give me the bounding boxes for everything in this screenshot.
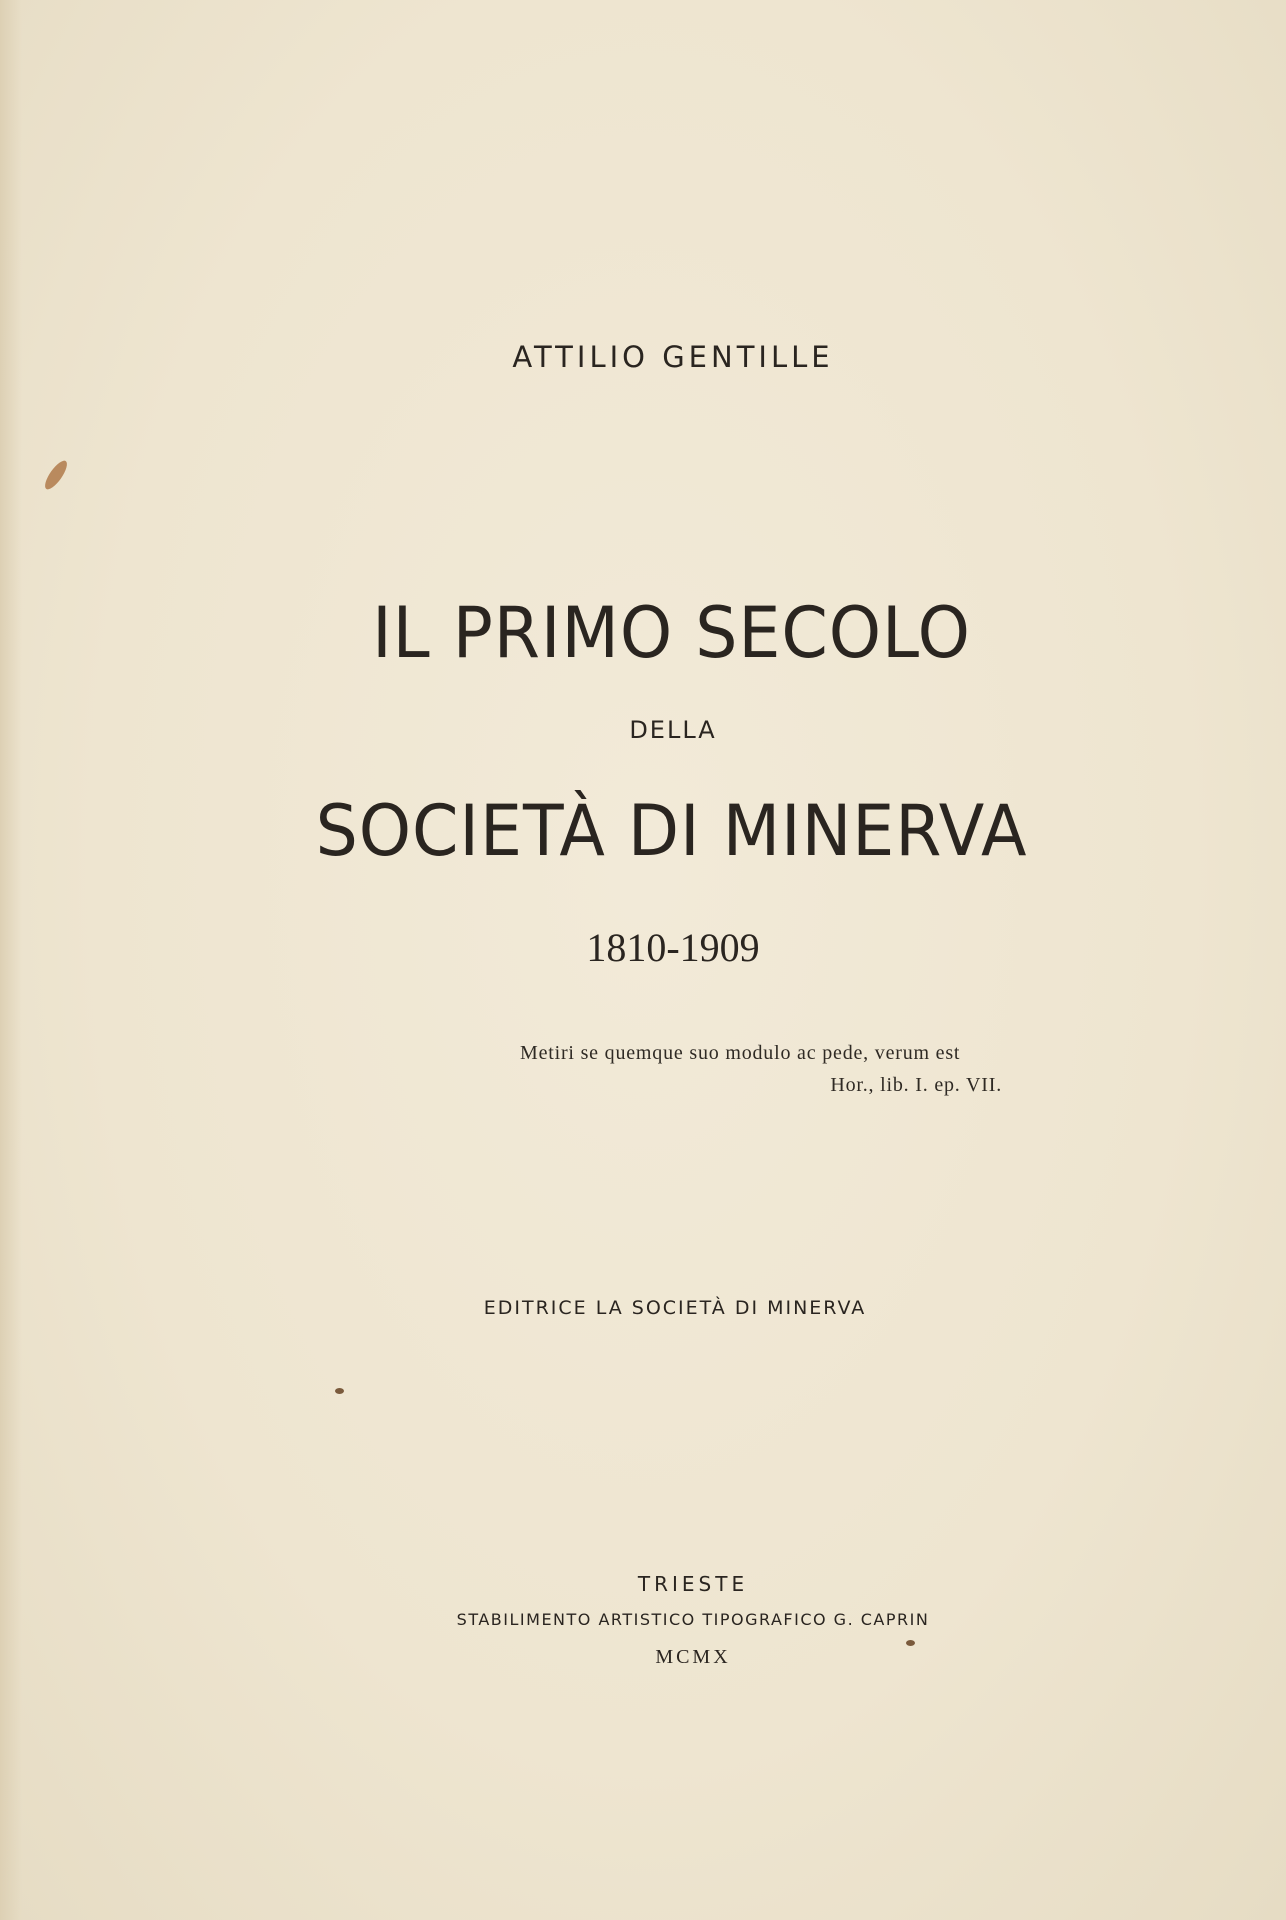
imprint-printer: STABILIMENTO ARTISTICO TIPOGRAFICO G. CAPRIN xyxy=(456,1610,930,1629)
title-line-2: SOCIETÀ DI MINERVA xyxy=(315,790,1028,872)
title-connector: DELLA xyxy=(629,716,717,744)
paper-stain xyxy=(41,458,70,493)
ink-speck xyxy=(906,1640,915,1646)
author-name: ATTILIO GENTILLE xyxy=(512,340,834,374)
ink-speck xyxy=(335,1388,344,1394)
publisher: EDITRICE LA SOCIETÀ DI MINERVA xyxy=(483,1297,867,1319)
epigraph xyxy=(520,1037,1020,1101)
imprint-city: TRIESTE xyxy=(637,1572,749,1596)
epigraph-source: Hor., lib. I. ep. VII. xyxy=(830,1074,1002,1096)
epigraph-quote: Metiri se quemque suo modulo ac pede, verum est xyxy=(520,1042,961,1064)
imprint-year: MCMX xyxy=(655,1646,731,1668)
date-range: 1810-1909 xyxy=(586,925,760,970)
title-line-1: IL PRIMO SECOLO xyxy=(372,592,971,674)
